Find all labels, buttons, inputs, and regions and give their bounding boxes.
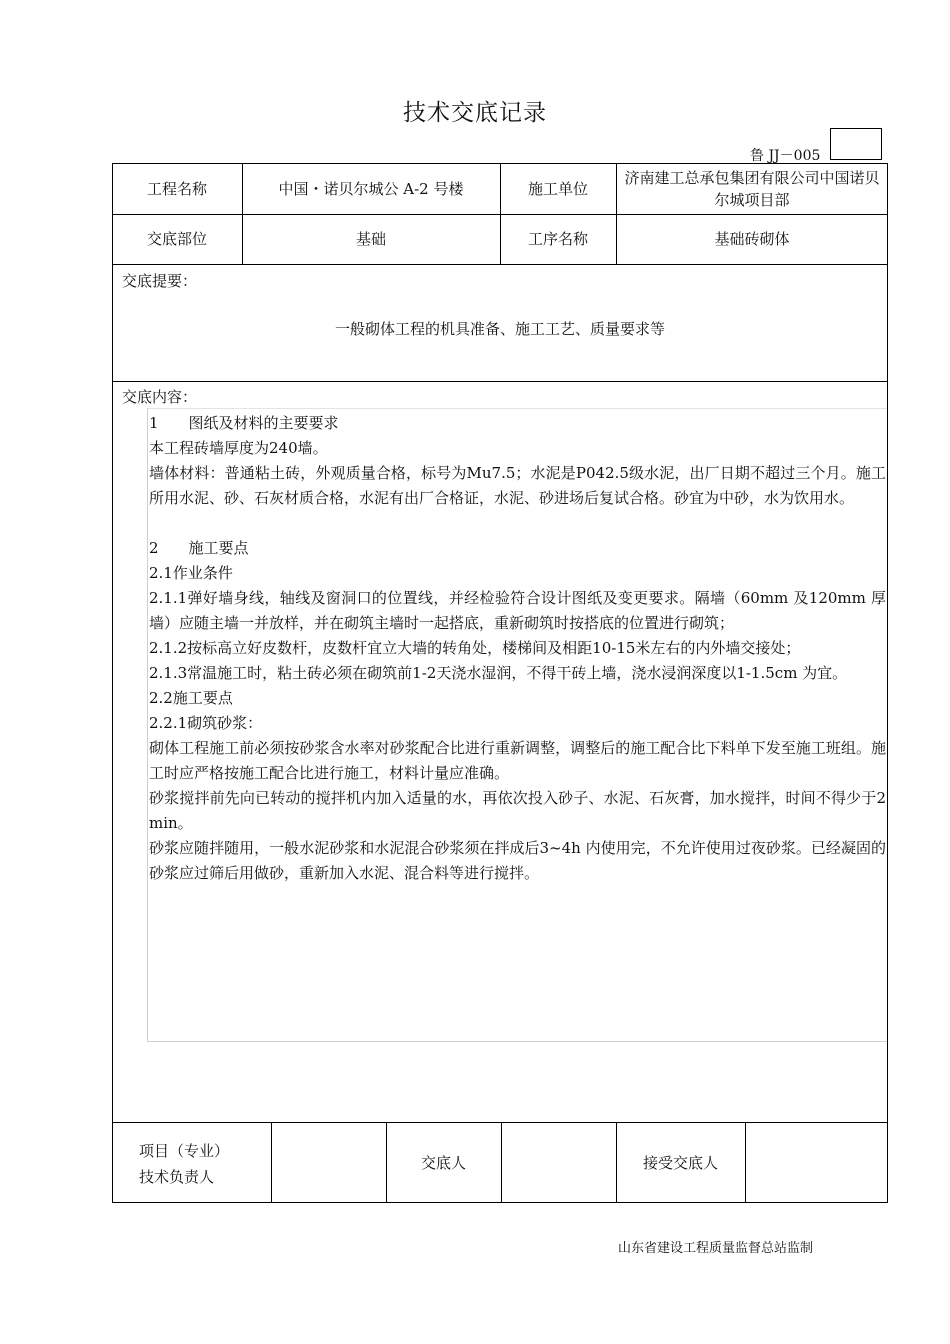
summary-text: 一般砌体工程的机具准备、施工工艺、质量要求等 [334,320,665,338]
page-title: 技术交底记录 [403,100,547,126]
project-name-value: 中国・诺贝尔城公 A-2 号楼 [278,179,464,198]
tech-lead-label-line1: 项目（专业） [139,1142,230,1160]
content-line: 2.1.1弹好墙身线，轴线及窗洞口的位置线，并经检验符合设计图纸及变更要求。隔墙（60mm 及120mm 厚墙）应随主墙一并放样，并在砌筑主墙时一起搭底，重新砌筑时按搭底的位置进行砌筑； [149,589,886,632]
content-line: 2.1.3常温施工时，粘土砖必须在砌筑前1-2天浇水湿润，不得干砖上墙，浇水浸润深度以1-1.5cm 为宜。 [149,664,848,682]
content-label: 交底内容： [122,388,198,406]
content-line: 2.1作业条件 [149,564,233,582]
project-name-label: 工程名称 [146,179,207,198]
process-value: 基础砖砌体 [714,230,790,248]
construction-unit-value: 济南建工总承包集团有限公司中国诺贝尔城项目部 [624,168,880,209]
tech-lead-label [139,1138,229,1190]
summary-label: 交底提要： [122,272,198,290]
content-line: 2.2.1砌筑砂浆： [149,714,263,732]
location-label: 交底部位 [146,230,207,248]
receiver-label: 接受交底人 [642,1153,718,1172]
form-code: 鲁 JJ－005 [750,148,821,164]
content-line: 本工程砖墙厚度为240墙。 [149,439,328,457]
row-divider [112,381,888,382]
content-line: 2 施工要点 [149,539,249,557]
form-code-box [830,128,882,160]
tech-lead-label-line2: 技术负责人 [139,1168,215,1186]
tech-lead-signature-cell[interactable] [271,1122,386,1203]
content-line: 2.2施工要点 [149,689,233,707]
footer-issuer: 山东省建设工程质量监督总站监制 [618,1241,814,1256]
content-line: 砂浆应随拌随用，一般水泥砂浆和水泥混合砂浆须在拌成后3~4h 内使用完，不允许使用过夜砂浆。已经凝固的砂浆应过筛后用做砂，重新加入水泥、混合料等进行搅拌。 [149,839,886,882]
construction-unit-label: 施工单位 [527,179,588,198]
location-value: 基础 [355,230,386,248]
content-line: 墙体材料：普通粘土砖，外观质量合格，标号为Mu7.5；水泥是P042.5级水泥，出厂日期不超过三个月。施工所用水泥、砂、石灰材质合格，水泥有出厂合格证，水泥、砂进场后复试合格。砂宜为中砂，水为饮用水。 [149,464,886,507]
discloser-signature-cell[interactable] [501,1122,616,1203]
content-line: 1 图纸及材料的主要要求 [149,414,339,432]
content-line: 2.1.2按标高立好皮数杆，皮数杆宜立大墙的转角处，楼梯间及相距10-15米左右的内外墙交接处； [149,639,801,657]
discloser-label: 交底人 [420,1153,466,1172]
receiver-signature-cell[interactable] [745,1122,888,1203]
process-label: 工序名称 [527,230,588,248]
content-body [149,411,886,886]
content-line [149,511,886,536]
content-line: 砂浆搅拌前先向已转动的搅拌机内加入适量的水，再依次投入砂子、水泥、石灰膏，加水搅拌，时间不得少于2min。 [149,789,886,832]
row-divider [112,264,888,265]
content-line: 砌体工程施工前必须按砂浆含水率对砂浆配合比进行重新调整，调整后的施工配合比下料单下发至施工班组。施工时应严格按施工配合比进行施工，材料计量应准确。 [149,739,886,782]
